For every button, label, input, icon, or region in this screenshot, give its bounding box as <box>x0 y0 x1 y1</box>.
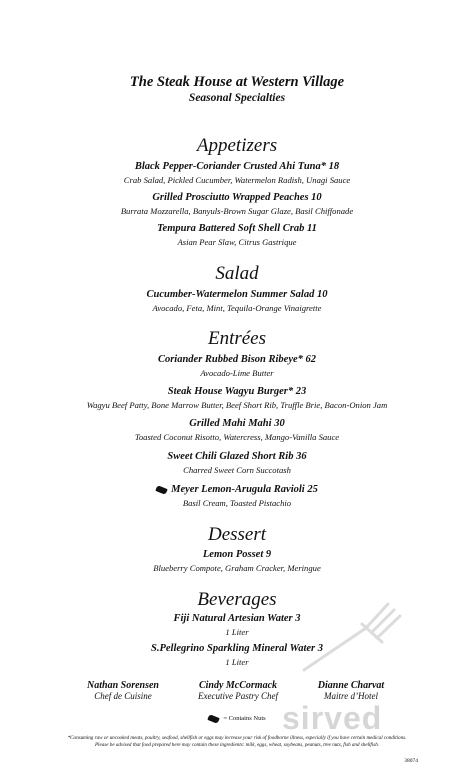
staff-role: Chef de Cuisine <box>94 691 152 701</box>
menu-item-desc: Avocado-Lime Butter <box>200 368 274 378</box>
disclaimer-line: *Consuming raw or uncooked meats, poultry, seafood, shellfish or eggs may increase your risk of foodborne illness, especially if you have certain medical conditions. <box>67 735 407 741</box>
watermark-text: sirved <box>282 700 383 736</box>
menu-item-desc: Crab Salad, Pickled Cucumber, Watermelon Radish, Unagi Sauce <box>123 175 351 185</box>
menu-item-name: S.Pellegrino Sparkling Mineral Water 3 <box>150 643 323 654</box>
menu-code: 38074 <box>404 758 418 764</box>
menu-item-desc: Asian Pear Slaw, Citrus Gastrique <box>177 237 297 247</box>
menu-item-name: Coriander Rubbed Bison Ribeye* 62 <box>157 354 317 365</box>
staff-name: Cindy McCormack <box>198 680 278 691</box>
menu-item-desc: Wagyu Beef Patty, Bone Marrow Butter, Beef Short Rib, Truffle Brie, Bacon-Onion Jam <box>86 400 388 410</box>
section-title-beverages: Beverages <box>197 589 277 610</box>
menu-subtitle: Seasonal Specialties <box>188 92 286 104</box>
legend-text: = Contains Nuts <box>223 715 266 722</box>
menu-item-name: Fiji Natural Artesian Water 3 <box>173 613 301 624</box>
menu-item-name: Sweet Chili Glazed Short Rib 36 <box>167 451 307 462</box>
menu-item-desc: Burrata Mozzarella, Banyuls-Brown Sugar Glaze, Basil Chiffonade <box>120 206 354 216</box>
nut-icon <box>155 485 167 495</box>
menu-item-ravioli <box>0 484 474 495</box>
menu-item-name: Steak House Wagyu Burger* 23 <box>167 386 307 397</box>
menu-item-desc: Blueberry Compote, Graham Cracker, Meringue <box>153 563 321 573</box>
section-title-appetizers: Appetizers <box>196 135 278 156</box>
nut-icon <box>208 714 220 724</box>
menu-item-name: Lemon Posset 9 <box>202 549 272 560</box>
nuts-legend <box>0 715 474 722</box>
menu-item-name: Meyer Lemon-Arugula Ravioli 25 <box>171 484 318 495</box>
restaurant-title: The Steak House at Western Village <box>129 74 345 90</box>
menu-item-desc: Basil Cream, Toasted Pistachio <box>182 498 292 508</box>
menu-item-desc: 1 Liter <box>225 627 249 637</box>
staff-maitre-d <box>291 680 411 701</box>
menu-item-name: Grilled Mahi Mahi 30 <box>189 418 285 429</box>
fork-icon <box>296 590 416 680</box>
disclaimer-line: Please be advised that food prepared here may contain these ingredients: milk, eggs, wheat, soybeans, peanuts, tree nuts, fish and shellfish. <box>94 742 380 748</box>
section-title-salad: Salad <box>215 263 259 284</box>
menu-item-name: Cucumber-Watermelon Summer Salad 10 <box>146 289 328 300</box>
staff-role: Maitre d’Hotel <box>324 691 378 701</box>
section-title-entrees: Entrées <box>207 328 267 349</box>
staff-name: Nathan Sorensen <box>87 680 159 691</box>
staff-pastry-chef <box>178 680 298 701</box>
menu-item-desc: Charred Sweet Corn Succotash <box>183 465 291 475</box>
menu-item-name: Grilled Prosciutto Wrapped Peaches 10 <box>152 192 322 203</box>
menu-item-desc: Toasted Coconut Risotto, Watercress, Mango-Vanilla Sauce <box>134 432 340 442</box>
menu-item-name: Black Pepper-Coriander Crusted Ahi Tuna* 18 <box>134 161 340 172</box>
staff-name: Dianne Charvat <box>317 680 385 691</box>
menu-item-desc: Avocado, Feta, Mint, Tequila-Orange Vinaigrette <box>152 303 322 313</box>
section-title-dessert: Dessert <box>207 524 267 545</box>
menu-item-desc: 1 Liter <box>225 657 249 667</box>
staff-chef <box>63 680 183 701</box>
staff-role: Executive Pastry Chef <box>198 691 278 701</box>
menu-item-name: Tempura Battered Soft Shell Crab 11 <box>157 223 317 234</box>
